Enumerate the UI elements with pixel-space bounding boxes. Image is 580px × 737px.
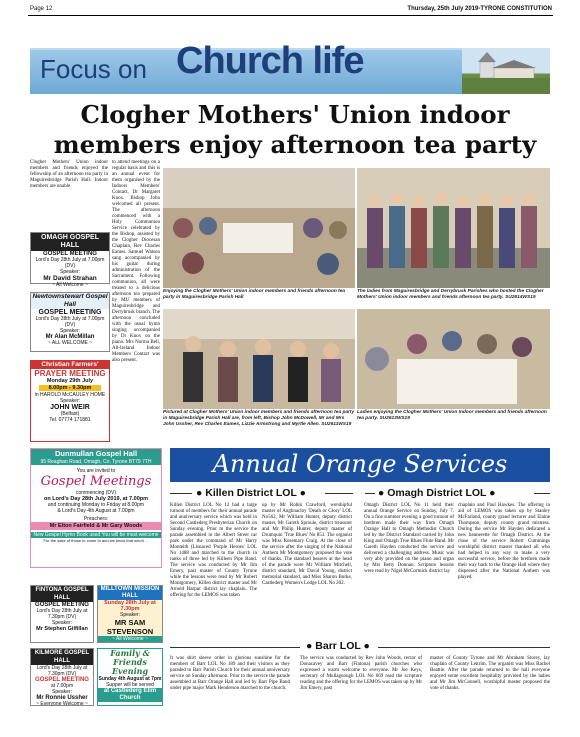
ad-newtown-when: Lord's Day 28th July at 7.00pm (DV)	[35, 316, 105, 328]
photo-bishop-group	[163, 309, 355, 409]
orange-services-title: Annual Orange Services	[212, 450, 508, 478]
ad-milltown-welcome: ~ All Welcome ~	[98, 636, 162, 642]
ad-cf-title: Christian Farmers'	[31, 361, 109, 369]
omagh-heading-text: Omagh District LOL	[387, 487, 487, 499]
killen-column-1: Killen District LOL No 12 had a large turnout of members for their annual parade and anniversary service which was held in Second Castlederg Presbyterian Church on Sunday evening. Prior to the service the parade assembled in the Albert Street car park under the command of Mr Harry Monteith (Lisnaced 'Purple Heroes' LOL No 1488 and marched to the church in ranks of three led by Killeen Pipe Band. The service was conducted by Mr Jim Emery, past master of County Tyrone while the lessons were read by Mr Robert Montgomery, Killen district master and Mr Arnold Harpur district lay chaplain. The offering for the LEMOS was taken	[170, 503, 257, 598]
ad-family-date: Sunday 4th August at 7pm	[98, 676, 162, 682]
ad-dun-title: Dunmullan Gospel Hall	[31, 449, 161, 459]
ad-fintona-speaker-label: Speaker:	[51, 620, 72, 626]
ad-omagh-speaker-label: Speaker:	[59, 269, 80, 275]
ad-omagh-speaker: Mr David Strahan	[43, 275, 97, 282]
caption-photo-1: Enjoying the Clogher Mothers' Union indoor members and friends afternoon tea party in Maguiresbridge Parish Hall	[163, 289, 346, 300]
ad-christian-farmers	[30, 360, 110, 442]
caption-photo-2: The ladies from Maguiresbridge and Derrybrusk Parishes who hosted the Clogher Mothers' Union indoor members and friends afternoon tea party. SU2614WS19	[357, 289, 544, 300]
ad-kilmore-title: KILMORE GOSPEL HALL	[31, 649, 93, 665]
ad-dun-invited: You are invited to	[76, 468, 116, 474]
ad-family-title: Family & Friends Evening	[110, 648, 150, 676]
photo-tea-party-room-image	[163, 168, 355, 288]
ad-omagh-welcome: ~ All Welcome ~	[51, 282, 89, 288]
photo-hosting-ladies-image	[357, 168, 550, 288]
ad-kilmore-gospel-hall	[30, 648, 94, 706]
ad-kilmore-welcome: ~ Everyone Welcome ~	[36, 701, 88, 707]
photo-bishop-group-image	[163, 309, 355, 409]
killen-column-2: up by Mr Robin Crawford, worshipful master of Aughnacloy 'Death or Glory' LOL No562, Mr William Hunter, deputy district master, Mr Gareth Sproule, district treasurer and Mr Philip Hunter, deputy master of Drumquin 'True Blues' No 853. The organist was Miss Rosemary Craig. At the close of the service after the singing of the National Anthem Mr Montgomery proposed the vote of thanks. The standard bearers at the head of the parade were Mr William Mitchell, district standard, Mr David Young, district memorial standard, and Miss Sharon Burke, Castlederg Women's Lodge LOL No 202.	[262, 503, 352, 586]
ad-dun-continuing: and continuing Monday to Friday at 8.00pm	[47, 502, 145, 508]
ad-omagh-gospel-hall	[30, 232, 110, 288]
barr-rule-right	[378, 647, 550, 648]
ad-newtownstewart	[30, 292, 110, 352]
photo-ladies-tea-image	[357, 309, 550, 409]
ad-milltown-title: MILLTOWN MISSION HALL	[98, 586, 162, 600]
omagh-column-2: chaplain and Paul Hawkes. The offering in aid of LEMOS was taken up by Stanley McFarland, county grand lecturer and Elaine Thompson, deputy county grand mistress. During the service Mr Hayden dedicated a new bannerette for Omagh District. At the close of the service Robert Cummings worshipful district master thanked all who had helped in any way to make a very successful service, before the brethren made their way back to the Orange Hall where they dispersed after the National Anthem was played.	[458, 503, 550, 580]
killen-heading: ● Killen District LOL ●	[196, 487, 306, 499]
ad-cf-tel: Tel. 07774 171881	[49, 417, 91, 423]
ad-omagh-meeting: GOSPEL MEETING	[43, 251, 97, 257]
page-number: Page 12	[30, 6, 53, 12]
omagh-column-1: Omagh District LOL No 11 held their annual Orange Service on Sunday, July 7. On a fine summer evening a good turnout of brethren made their way from Omagh Orange Hall to Omagh Methodist Church led by the District Standard carried by John King and Omagh True Blues Flute Band. Mr Gareth Hayden conducted the service and delivered a challenging address. Music was very ably provided on the piano and organ by Mrs Betty Donnan. Scripture lessons were read by Nigel McCormick district lay	[364, 503, 454, 574]
ad-milltown-mission-hall	[97, 585, 163, 643]
article-column-1: Clogher Mothers' Union indoor members and friends enjoyed the fellowship of an afternoon tea party in Maguiresbridge Parish Hall. Indoor members are unable	[30, 160, 108, 189]
ad-dun-preachers: Mr Elton Fairfield & Mr Gary Woods	[31, 522, 161, 530]
church-illustration	[462, 48, 550, 94]
ad-cf-prayer: PRAYER MEETING	[34, 369, 106, 378]
photo-tea-party-room	[163, 168, 355, 288]
barr-rule-left	[170, 647, 300, 648]
ad-family-note: Supper will be served	[106, 682, 154, 688]
article-column-2: to attend meetings on a regular basis and this is an annual event for them organised by the Indoors Members' Contact, Dr Margaret Knox. Bishop John welcomed all present. The afternoon commenced with a Holy Communion Service celebrated by the Bishop, assisted by the Clogher Diocesan Chaplain, Rev Charles Eames. Samuel Watson sang accompanied by his guitar during administration of the Sacrament. Following communion, all were treated to a delicious afternoon tea prepared by MU members of Maguiresbridge and Derrybrusk branch. The afternoon concluded with the usual hymn singing accompanied by Dr Knox on the piano. Mrs Norma Bell, All-Ireland Indoor Members Contact was also present.	[112, 160, 160, 363]
caption-photo-4: Ladies enjoying the Clogher Mothers' Union Indoor members and friends afternoon tea party. SU2613WS19	[357, 410, 547, 421]
church-photo	[462, 48, 550, 94]
ad-dun-foot: For the sake of those to come to and we know that who'll ...	[43, 538, 149, 543]
barr-heading: ● Barr LOL ●	[306, 640, 370, 652]
ad-cf-place2: (Belfast)	[60, 411, 80, 417]
ad-milltown-speaker: MR SAM STEVENSON	[106, 618, 154, 636]
banner-focus-on: Focus on	[40, 54, 147, 84]
photo-hosting-ladies	[357, 168, 550, 288]
ad-dun-lord: & Lord's Day 4th August at 7.00pm	[57, 508, 135, 514]
ad-cf-day: Monday 29th July	[46, 378, 94, 384]
ad-dun-commencing: commencing (DV)	[75, 490, 116, 496]
ad-dun-week: New Gospel Hymn Book used You will be most welcome	[31, 532, 161, 538]
ad-dun-preachers-label: Preachers:	[83, 516, 109, 522]
photo-ladies-tea	[357, 309, 550, 409]
ad-cf-speaker-label: Speaker:	[59, 398, 80, 404]
killen-rule-right	[325, 493, 353, 494]
ad-kilmore-speaker-label: Speaker:	[51, 689, 72, 695]
barr-column-1: It was shirt sleeve order in glorious sunshine for the members of Barr LOL No 189 and their visitors as they paraded to Barr Parish Church for their annual anniversary service on Sunday afternoon. Prior to the service the parade assembled at Barr Orange Hall and led by Barr Pipe Band under pipe major Mark Henderson marched to the church.	[170, 656, 290, 691]
ad-kilmore-meeting: GOSPEL MEETING	[35, 677, 89, 683]
ad-cf-speaker: JOHN WEIR	[50, 404, 90, 411]
ad-omagh-title: OMAGH GOSPEL HALL	[31, 233, 109, 251]
ad-fintona-title: FINTONA GOSPEL HALL	[31, 586, 93, 602]
ad-kilmore-time: at 7.00pm	[50, 683, 74, 689]
killen-heading-text: Killen District LOL	[205, 487, 297, 499]
omagh-rule-left	[365, 493, 375, 494]
ad-cf-place: in HAROLD McCAULEY HOME	[34, 392, 106, 398]
ad-fintona-speaker: Mr Stephen Gilfillan	[36, 626, 88, 632]
ad-newtown-title: Newtownstewart Gospel Hall	[32, 293, 108, 308]
ad-newtown-welcome: ~ ALL WELCOME ~	[47, 340, 93, 346]
ad-cf-time: 8.00pm - 9.30pm	[39, 385, 101, 391]
barr-column-2: The service was conducted by Rev John Woods, rector of Donacavey and Barr (Fintona) parish churches who expressed a warm welcome to everyone. Mr Joe Keys, secretary of Mullaguough LOL No 669 read the scripture reading and the offering for the LEMOS was taken up by Mr Jim Emery, past	[300, 656, 422, 691]
article-headline: Clogher Mothers' Union indoor members enjoy afternoon tea party	[53, 100, 537, 159]
caption-photo-3: Pictured at Clogher Mothers' Union indoor members and friends afternoon tea party in Maguiresbridge Parish Hall are, from left, Bishop John McDowell, Mr and Mrs John Ussher, Rev Charles Eames, Lizzie Armstrong and Myrtle Allen. SU2611WS19	[163, 410, 355, 427]
ad-kilmore-speaker: Mr Ronnie Ussher	[36, 695, 88, 701]
ad-newtown-meeting: GOSPEL MEETING	[38, 309, 102, 316]
ad-family-place: at Castlederg Elim Church	[98, 688, 162, 702]
omagh-heading: ● Omagh District LOL ●	[378, 487, 496, 499]
ad-newtown-speaker: Mr Alan McMillan	[45, 334, 95, 340]
ad-dun-addr: 95 Reaghan Road, Omagh, Co. Tyrone BT79 7TH	[31, 459, 161, 465]
killen-rule-left	[170, 493, 192, 494]
page-date-paper: Thursday, 25th July 2019-TYRONE CONSTITUTION	[407, 6, 552, 12]
ad-omagh-when: Lord's Day 28th July at 7.00pm (DV)	[35, 257, 105, 269]
banner-church-life: Church life	[176, 40, 364, 82]
ad-dunmullan-gospel-hall	[30, 448, 162, 568]
omagh-rule-right	[534, 493, 550, 494]
header-rule	[28, 15, 553, 16]
ad-dun-dates: on Lord's Day 28th July 2019, at 7.00pm	[43, 496, 148, 502]
barr-column-3: master of County Tyrone and Mr Abraham Storey, lay chaplain of County Leitrim. The organist was Miss Rachel Beattie. After the parade returned to the hall everyone enjoyed some excellent hospitality provided by the ladies and Mr Jim McConnell, worshipful master proposed the vote of thanks.	[430, 656, 550, 691]
ad-dun-gospel: Gospel Meetings	[40, 474, 152, 489]
ad-fintona-gospel-hall	[30, 585, 94, 643]
ad-fintona-meeting: GOSPEL MEETING	[35, 602, 89, 608]
ad-milltown-speaker-label: Speaker:	[119, 612, 140, 618]
ad-milltown-date: Sunday 28th July at 7.30pm	[104, 600, 156, 612]
ad-fintona-when: Lord's Day 28th July at 7.30pm (DV)	[36, 608, 88, 620]
barr-heading-text: Barr LOL	[315, 640, 361, 652]
ad-newtown-speaker-label: Speaker:	[59, 328, 80, 334]
ad-family-friends-evening	[97, 648, 163, 706]
ad-kilmore-when: Lord's Day 28th July at 7.30pm (DV)	[36, 665, 88, 677]
